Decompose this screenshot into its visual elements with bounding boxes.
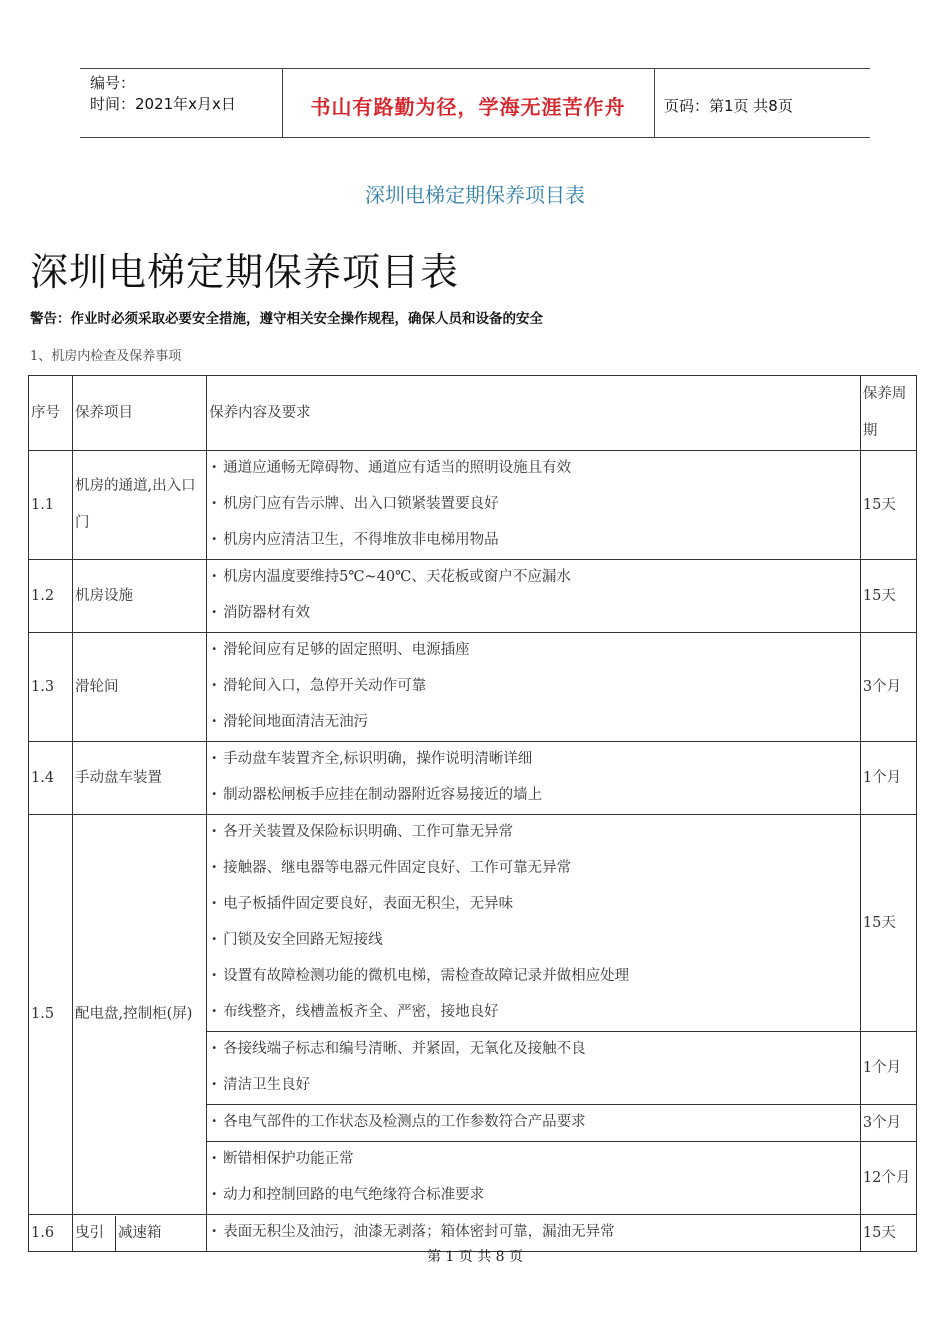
bullet-icon: • xyxy=(211,462,218,473)
row-cycle: 15天 xyxy=(862,914,896,931)
page-header xyxy=(80,68,870,138)
requirement-text: 滑轮间入口，急停开关动作可靠 xyxy=(223,678,427,694)
bullet-icon: • xyxy=(211,644,218,655)
bullet-icon: • xyxy=(211,1189,218,1200)
requirement-text: 设置有故障检测功能的微机电梯，需检查故障记录并做相应处理 xyxy=(223,968,630,984)
bullet-icon: • xyxy=(211,498,218,509)
requirement-item xyxy=(207,523,860,559)
bullet-icon: • xyxy=(211,753,218,764)
bullet-icon: • xyxy=(211,1226,218,1237)
requirement-list xyxy=(207,560,860,632)
requirement-item xyxy=(207,1142,860,1178)
requirement-text: 接触器、继电器等电器元件固定良好、工作可靠无异常 xyxy=(223,860,572,876)
row-subitem: 减速箱 xyxy=(118,1224,162,1241)
requirement-text: 表面无积尘及油污，油漆无剥落；箱体密封可靠，漏油无异常 xyxy=(223,1224,615,1240)
table-row xyxy=(29,633,917,742)
row-item: 机房的通道,出入口门 xyxy=(75,478,196,531)
requirement-text: 滑轮间地面清洁无油污 xyxy=(223,714,369,730)
row-item: 手动盘车装置 xyxy=(75,769,163,786)
row-number: 1.5 xyxy=(31,1006,55,1022)
row-number: 1.3 xyxy=(31,678,55,695)
requirement-text: 动力和控制回路的电气绝缘符合标准要求 xyxy=(223,1187,485,1203)
requirement-list xyxy=(207,633,860,741)
bullet-icon: • xyxy=(211,716,218,727)
row-number: 1.1 xyxy=(31,496,55,513)
requirement-item xyxy=(207,487,860,523)
requirement-text: 门锁及安全回路无短接线 xyxy=(223,932,383,948)
table-row xyxy=(29,742,917,815)
bullet-icon: • xyxy=(211,789,218,800)
bullet-icon: • xyxy=(211,898,218,909)
requirement-text: 手动盘车装置齐全,标识明确，操作说明清晰详细 xyxy=(223,751,533,767)
bullet-icon: • xyxy=(211,1116,218,1127)
requirement-text: 各电气部件的工作状态及检测点的工作参数符合产品要求 xyxy=(223,1114,586,1130)
bullet-icon: • xyxy=(211,534,218,545)
requirement-item xyxy=(207,815,860,851)
requirement-text: 布线整齐，线槽盖板齐全、严密，接地良好 xyxy=(223,1004,499,1020)
header-info xyxy=(90,73,236,115)
code-label: 编号： xyxy=(90,74,136,92)
bullet-icon: • xyxy=(211,1043,218,1054)
bullet-icon: • xyxy=(211,1006,218,1017)
document-title: 深圳电梯定期保养项目表 xyxy=(30,250,460,294)
header-motto: 书山有路勤为径，学海无涯苦作舟 xyxy=(310,95,626,119)
bullet-icon: • xyxy=(211,607,218,618)
requirement-text: 机房内温度要维持5℃~40℃、天花板或窗户不应漏水 xyxy=(223,569,571,585)
page-footer: 第 1 页 共 8 页 xyxy=(426,1249,524,1265)
bullet-icon: • xyxy=(211,934,218,945)
requirement-item xyxy=(207,995,860,1031)
section-heading: 1、机房内检查及保养事项 xyxy=(30,349,182,364)
requirement-item xyxy=(207,633,860,669)
requirement-item xyxy=(207,1068,860,1104)
header-divider xyxy=(654,69,655,137)
table-row xyxy=(29,560,917,633)
row-item: 滑轮间 xyxy=(75,678,119,695)
table-row xyxy=(29,815,917,1032)
table-header-row xyxy=(29,376,917,451)
row-number: 1.6 xyxy=(31,1224,55,1241)
requirement-text: 各接线端子标志和编号清晰、并紧固，无氧化及接触不良 xyxy=(223,1041,586,1057)
header-no: 序号 xyxy=(31,404,60,421)
requirement-item xyxy=(207,1178,860,1214)
row-cycle: 3个月 xyxy=(862,678,902,695)
requirement-text: 消防器材有效 xyxy=(223,605,311,621)
row-cycle: 15天 xyxy=(862,496,896,513)
requirement-item xyxy=(207,596,860,632)
requirement-item xyxy=(207,451,860,487)
row-cycle: 15天 xyxy=(862,587,896,604)
requirement-item xyxy=(207,778,860,814)
requirement-list xyxy=(207,815,860,1031)
table-row xyxy=(29,451,917,560)
bullet-icon: • xyxy=(211,826,218,837)
document-subtitle: 深圳电梯定期保养项目表 xyxy=(365,183,585,207)
bullet-icon: • xyxy=(211,1079,218,1090)
row-number: 1.4 xyxy=(31,769,55,786)
requirement-list xyxy=(207,742,860,814)
requirement-item xyxy=(207,1105,860,1141)
requirement-text: 各开关装置及保险标识明确、工作可靠无异常 xyxy=(223,824,514,840)
row-item: 曳引 xyxy=(73,1216,116,1251)
requirement-list xyxy=(207,1032,860,1104)
requirement-item xyxy=(207,560,860,596)
requirement-item xyxy=(207,1032,860,1068)
row-cycle: 12个月 xyxy=(862,1169,911,1186)
requirement-item xyxy=(207,887,860,923)
row-item: 机房设施 xyxy=(75,587,134,604)
time-label: 时间：2021年x月x日 xyxy=(90,95,236,113)
requirement-text: 机房内应清洁卫生，不得堆放非电梯用物品 xyxy=(223,532,499,548)
requirement-text: 滑轮间应有足够的固定照明、电源插座 xyxy=(223,642,470,658)
requirement-text: 机房门应有告示牌、出入口锁紧装置要良好 xyxy=(223,496,499,512)
requirement-item xyxy=(207,742,860,778)
row-cycle: 3个月 xyxy=(862,1114,902,1131)
row-number: 1.2 xyxy=(31,587,55,604)
requirement-text: 电子板插件固定要良好，表面无积尘，无异味 xyxy=(223,896,514,912)
header-page-number: 页码：第1页 共8页 xyxy=(664,97,793,115)
bullet-icon: • xyxy=(211,970,218,981)
maintenance-table xyxy=(28,375,917,1252)
bullet-icon: • xyxy=(211,862,218,873)
safety-warning: 警告：作业时必须采取必要安全措施，遵守相关安全操作规程，确保人员和设备的安全 xyxy=(30,311,543,327)
header-cycle: 保养周期 xyxy=(862,386,907,439)
bullet-icon: • xyxy=(211,1153,218,1164)
row-cycle: 1个月 xyxy=(862,769,902,786)
requirement-item xyxy=(207,959,860,995)
requirement-text: 通道应通畅无障碍物、通道应有适当的照明设施且有效 xyxy=(223,460,572,476)
row-cycle: 15天 xyxy=(862,1224,896,1241)
requirement-item xyxy=(207,923,860,959)
row-item: 配电盘,控制柜(屏) xyxy=(75,1006,193,1022)
header-content: 保养内容及要求 xyxy=(209,404,311,421)
requirement-text: 制动器松闸板手应挂在制动器附近容易接近的墙上 xyxy=(223,787,543,803)
requirement-list xyxy=(207,451,860,559)
requirement-item xyxy=(207,851,860,887)
requirement-list xyxy=(207,1142,860,1214)
bullet-icon: • xyxy=(211,680,218,691)
bullet-icon: • xyxy=(211,571,218,582)
row-cycle: 1个月 xyxy=(862,1059,902,1076)
requirement-item xyxy=(207,705,860,741)
requirement-item xyxy=(207,669,860,705)
requirement-list xyxy=(207,1105,860,1141)
requirement-text: 断错相保护功能正常 xyxy=(223,1151,354,1167)
header-item: 保养项目 xyxy=(75,404,134,421)
requirement-text: 清洁卫生良好 xyxy=(223,1077,311,1093)
